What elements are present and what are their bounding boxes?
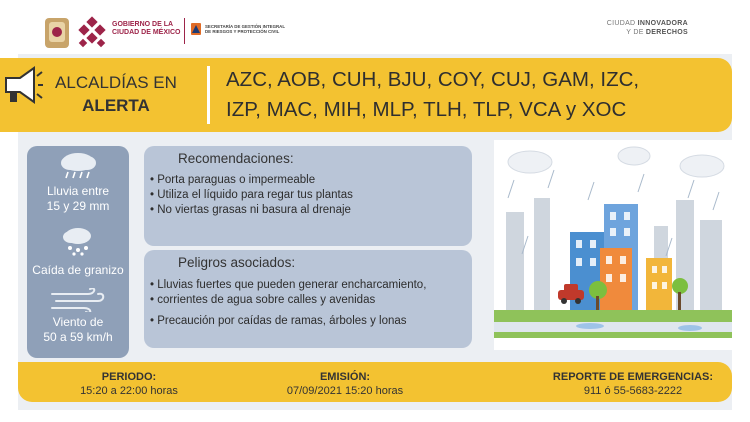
emission-block <box>265 370 425 398</box>
emergency-block <box>548 370 718 398</box>
alcaldias-line-1: AZC, AOB, CUH, BJU, COY, CUJ, GAM, IZC, <box>226 68 640 91</box>
period-block <box>54 370 204 398</box>
recommendations-card <box>144 146 472 246</box>
alert-title-line-2: ALERTA <box>82 96 150 115</box>
alcaldias-line-2: IZP, MAC, MIH, MLP, TLH, TLP, VCA y XOC <box>226 98 627 121</box>
wind-line-2: 50 a 59 km/h <box>43 330 113 344</box>
sgirpc-line-2: DE RIESGOS Y PROTECCIÓN CIVIL <box>205 29 280 35</box>
recommendation-item: • Porta paraguas o impermeable <box>150 173 353 188</box>
slogan-plain-2: Y DE <box>626 29 646 36</box>
hail-label: Caída de granizo <box>32 263 124 277</box>
rain-line-2: 15 y 29 mm <box>46 199 110 213</box>
wind-info <box>27 315 129 345</box>
hazard-item-1-line-1: Lluvias fuertes que pueden generar encharcamiento, <box>157 279 427 291</box>
hazard-item: • Precaución por caídas de ramas, árboles y lonas <box>150 314 426 329</box>
slogan-bold-1: INNOVADORA <box>637 20 688 27</box>
slogan-plain-1: CIUDAD <box>606 20 638 27</box>
cdmx-grid-logo-icon <box>77 16 107 50</box>
alert-title-line-1: ALCALDÍAS EN <box>55 73 177 92</box>
period-label: PERIODO: <box>101 371 157 383</box>
slogan-line-1 <box>607 19 688 28</box>
emission-value: 07/09/2021 15:20 horas <box>286 385 404 397</box>
emergency-value: 911 ó 55-5683-2222 <box>583 385 683 397</box>
slogan-bold-2: DERECHOS <box>645 29 688 36</box>
cdmx-shield-icon <box>40 16 74 50</box>
slogan-line-2 <box>607 28 688 37</box>
alert-title <box>46 71 186 117</box>
gov-line-2: CIUDAD DE MÉXICO <box>112 29 181 36</box>
sgirpc-line-1: SECRETARÍA DE GESTIÓN INTEGRAL <box>205 24 286 29</box>
header-separator <box>184 18 185 44</box>
period-value: 15:20 a 22:00 horas <box>80 385 178 397</box>
rain-cloud-icon <box>56 150 100 180</box>
recommendations-title: Recomendaciones: <box>178 151 294 166</box>
hazards-title: Peligros asociados: <box>178 255 296 270</box>
hazard-item-1-line-2: corrientes de agua sobre calles y avenidas <box>157 294 376 306</box>
rain-info <box>27 184 129 214</box>
rainy-city-illustration <box>494 140 732 350</box>
emergency-label: REPORTE DE EMERGENCIAS: <box>552 371 714 383</box>
wind-line-1: Viento de <box>52 315 104 329</box>
megaphone-icon <box>2 62 44 108</box>
city-slogan <box>607 19 688 37</box>
gov-line-1: GOBIERNO DE LA <box>112 21 174 28</box>
hazards-card <box>144 250 472 348</box>
hail-info <box>27 263 129 278</box>
sgirpc-logo-icon <box>190 22 202 36</box>
recommendations-list <box>150 173 353 218</box>
hazards-list <box>150 278 426 329</box>
hail-cloud-icon <box>60 226 96 256</box>
sgirpc-name <box>205 24 285 34</box>
wind-icon <box>50 288 106 312</box>
rain-line-1: Lluvia entre <box>46 184 110 198</box>
emission-label: EMISIÓN: <box>319 371 371 383</box>
alcaldias-list <box>226 65 696 125</box>
hazard-item <box>150 278 426 293</box>
recommendation-item: • Utiliza el líquido para regar tus plantas <box>150 188 353 203</box>
gov-name <box>112 21 180 37</box>
hazard-item-continuation <box>150 293 426 308</box>
recommendation-item: • No viertas grasas ni basura al drenaje <box>150 203 353 218</box>
alert-divider <box>207 66 210 124</box>
